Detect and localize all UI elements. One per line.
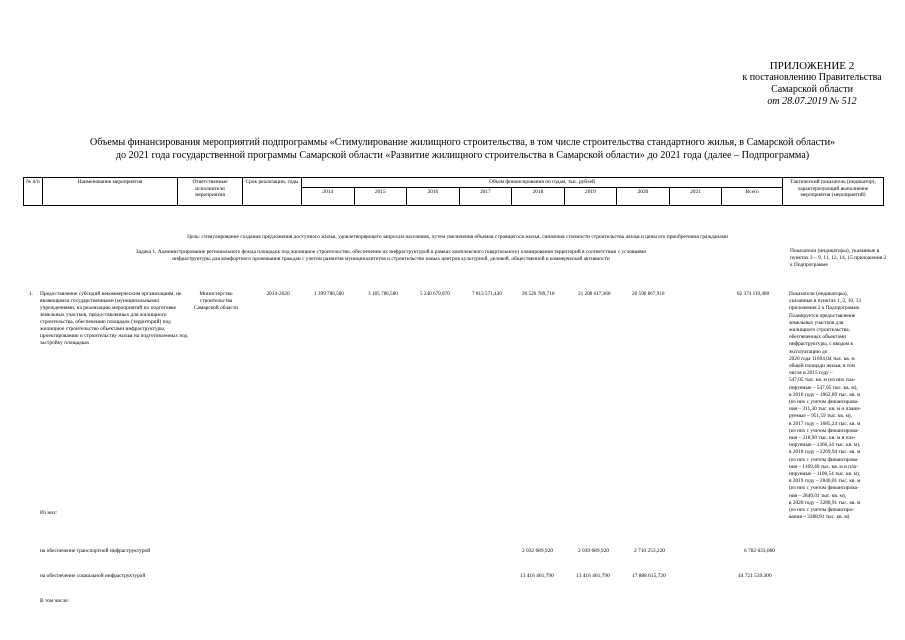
including-label: В том числе: (40, 598, 70, 604)
value-2016: 5 240 679,870 (420, 291, 450, 297)
indicator-line: ния – 1169,40 тыс. кв. м и пла- (789, 463, 858, 470)
title-line2: до 2021 года государственной программы Самарской области «Развитие жилищного строительства в Самарской области» до 2021 года (далее – Подпрограмма) (115, 150, 810, 161)
year-col: 2018 (512, 187, 565, 205)
year-col: 2017 (459, 187, 512, 205)
indicator-line: указанные в пунктах 1, 2, 10, 13 (789, 298, 862, 305)
year-col: 2016 (407, 187, 460, 205)
sub-social-name: на обеспечение социальной инфраструктурой (40, 573, 146, 579)
indicator-line: в 2020 году – 3288,91 тыс. кв. м (789, 499, 861, 506)
appendix-title: ПРИЛОЖЕНИЕ 2 (769, 60, 855, 72)
of-which-label: Из них: (40, 510, 58, 516)
indicator-line: (из них с учетом финансиро- (789, 507, 854, 514)
appendix-line2: Самарской области (771, 84, 853, 95)
value-2015: 3 185 786,580 (368, 291, 398, 297)
sub-social-2019: 13 416 461,790 (576, 573, 610, 579)
goal-text: Цель: стимулирование создания предложения доступного жилья, удовлетворяющего запросам населения, путем увеличения объемов строящегося жилья, снижения стоимости строительства жилья и цены его приобретения гражданами (187, 234, 728, 240)
sub-social-total: 44 721 539,300 (738, 573, 772, 579)
row-indicator (789, 291, 893, 522)
indicator-line: ния – 318,90 тыс. кв. м и пла- (789, 435, 856, 442)
indicator-line: инфраструктуры, с вводом в (789, 341, 853, 348)
sub-transport-2018: 2 032 689,920 (522, 548, 553, 554)
value-2017: 7 813 571,430 (472, 291, 502, 297)
sub-social-2020: 17 888 615,720 (632, 573, 666, 579)
year-col: 2019 (564, 187, 617, 205)
indicator-line: нируемые – 1366,34 тыс. кв. м), (789, 442, 861, 449)
sub-transport-name: на обеспечение транспортной инфраструктурой (40, 548, 151, 554)
indicator-line: числе в 2015 году – (789, 370, 833, 377)
indicator-line: руемые – 951,59 тыс. кв. м), (789, 413, 852, 420)
year-col: 2021 (669, 187, 722, 205)
row-period: 2014-2020 (266, 291, 290, 297)
indicator-line: (из них с учетом финансирова- (789, 427, 859, 434)
indicator-line: эксплуатацию до (789, 348, 828, 355)
value-2020: 20 596 867,910 (632, 291, 665, 297)
row-name: Предоставление субсидий некоммерческим организациям, не являющимся государственными (муниципальными) учреждениями, на реализацию мероприятий по подготовке земельных участков, предоставленных для жилищного строительства, обеспечению площадок (территорий) под жилищное строительство объектами инфраструктуры, проектированию и строительству жилья на подготовленных под застройку площадках (40, 291, 188, 346)
indicator-line: приложения 2 к Подпрограмме. (789, 305, 861, 312)
header-num: № п/п (24, 178, 43, 206)
indicator-line: ния – 311,30 тыс. кв. м и плани- (789, 406, 861, 413)
header-name: Наименование мероприятия (43, 178, 178, 206)
indicator-line: земельных участков для (789, 319, 844, 326)
indicator-line: обеспеченных объектами (789, 334, 847, 341)
value-2019: 21 208 617,360 (578, 291, 611, 297)
sub-social-2018: 13 416 461,790 (520, 573, 554, 579)
appendix-line1: к постановлению Правительства (742, 72, 882, 83)
sub-transport-2020: 2 710 253,220 (634, 548, 665, 554)
appendix-block (737, 60, 887, 108)
task-line2: инфраструктуры для комфортного проживания граждан с учетом развития муниципалитетов и строительство новых центров культурной, деловой, общественной и коммерческой активности (172, 255, 610, 262)
header-funding: Объем финансирования по годам, тыс. рублей (302, 178, 783, 188)
indicator-line: Показатели (индикаторы), (789, 291, 848, 297)
value-2014: 1 399 786,580 (314, 291, 344, 297)
indicator-line: нируемые – 1100,54 тыс. кв. м), (789, 471, 861, 478)
indicator-line: вания – 3288,91 тыс. кв. м) (789, 514, 850, 521)
sub-transport-2019: 2 039 689,920 (578, 548, 609, 554)
row-executor: Министерство строительства Самарской области (193, 291, 239, 311)
indicator-line: в 2018 году – 2269,94 тыс. кв. м (789, 449, 861, 456)
header-period: Срок реализации, годы (243, 178, 302, 206)
indicator-line: в 2016 году – 1062,89 тыс. кв. м (789, 391, 861, 398)
title-line1: Объемы финансирования мероприятий подпрограммы «Стимулирование жилищного строительства, в том числе строительства стандартного жилья, в Самарской области» (89, 137, 836, 148)
indicator-line: 2020 года 11694,04 тыс. кв. м (789, 355, 855, 362)
indicator-line: общей площади жилья, в том (789, 363, 855, 370)
indicator-line: (из них с учетом финансирова- (789, 456, 859, 463)
indicator-line: (из них с учетом финансирова- (789, 399, 859, 406)
value-2018: 20 526 789,710 (522, 291, 555, 297)
indicator-line: в 2017 году – 1685,24 тыс. кв. м (789, 420, 861, 427)
indicator-line: нируемые – 547,05 тыс. кв. м), (789, 384, 858, 391)
indicator-line: ния – 2840,01 тыс. кв. м), (789, 492, 846, 499)
task-indicator: Показатели (индикаторы), указанные в пунктах 3 – 9, 11, 12, 14, 15 приложения 2 к Подпрограмме (790, 248, 887, 268)
indicator-line: жилищного строительства, (789, 327, 850, 334)
sub-transport-total: 6 782 633,060 (744, 548, 775, 554)
header-indicator: Тактический показатель (индикатор), характеризующий выполнение мероприятия (мероприятий) (783, 178, 884, 206)
year-col: 2014 (302, 187, 355, 205)
year-col: 2015 (354, 187, 407, 205)
indicator-line: в 2019 году – 2840,01 тыс. кв. м (789, 478, 861, 485)
header-executor: Ответственные исполнители мероприятия (178, 178, 243, 206)
indicator-line: (из них с учетом финансирова- (789, 485, 859, 492)
task-text (6, 249, 776, 262)
year-col: 2020 (617, 187, 670, 205)
document-title (60, 136, 865, 162)
appendix-date-number: от 28.07.2019 № 512 (767, 96, 857, 107)
funding-table-header (23, 177, 884, 206)
row-number: 1. (29, 291, 34, 297)
total-col: Всего (722, 187, 783, 205)
indicator-line: 547,05 тыс. кв. м (из них пла- (789, 377, 856, 384)
task-line1: Задача 1. Администрирование регионального фонда площадок под жилищное строительство, обеспечение их инфраструктурой в рамках комплексного (квартального) планирования территорий в соответствии с условиями (135, 249, 647, 255)
indicator-line: Планируется предоставление (789, 312, 856, 319)
value-total: 82 374 119,480 (737, 291, 770, 297)
